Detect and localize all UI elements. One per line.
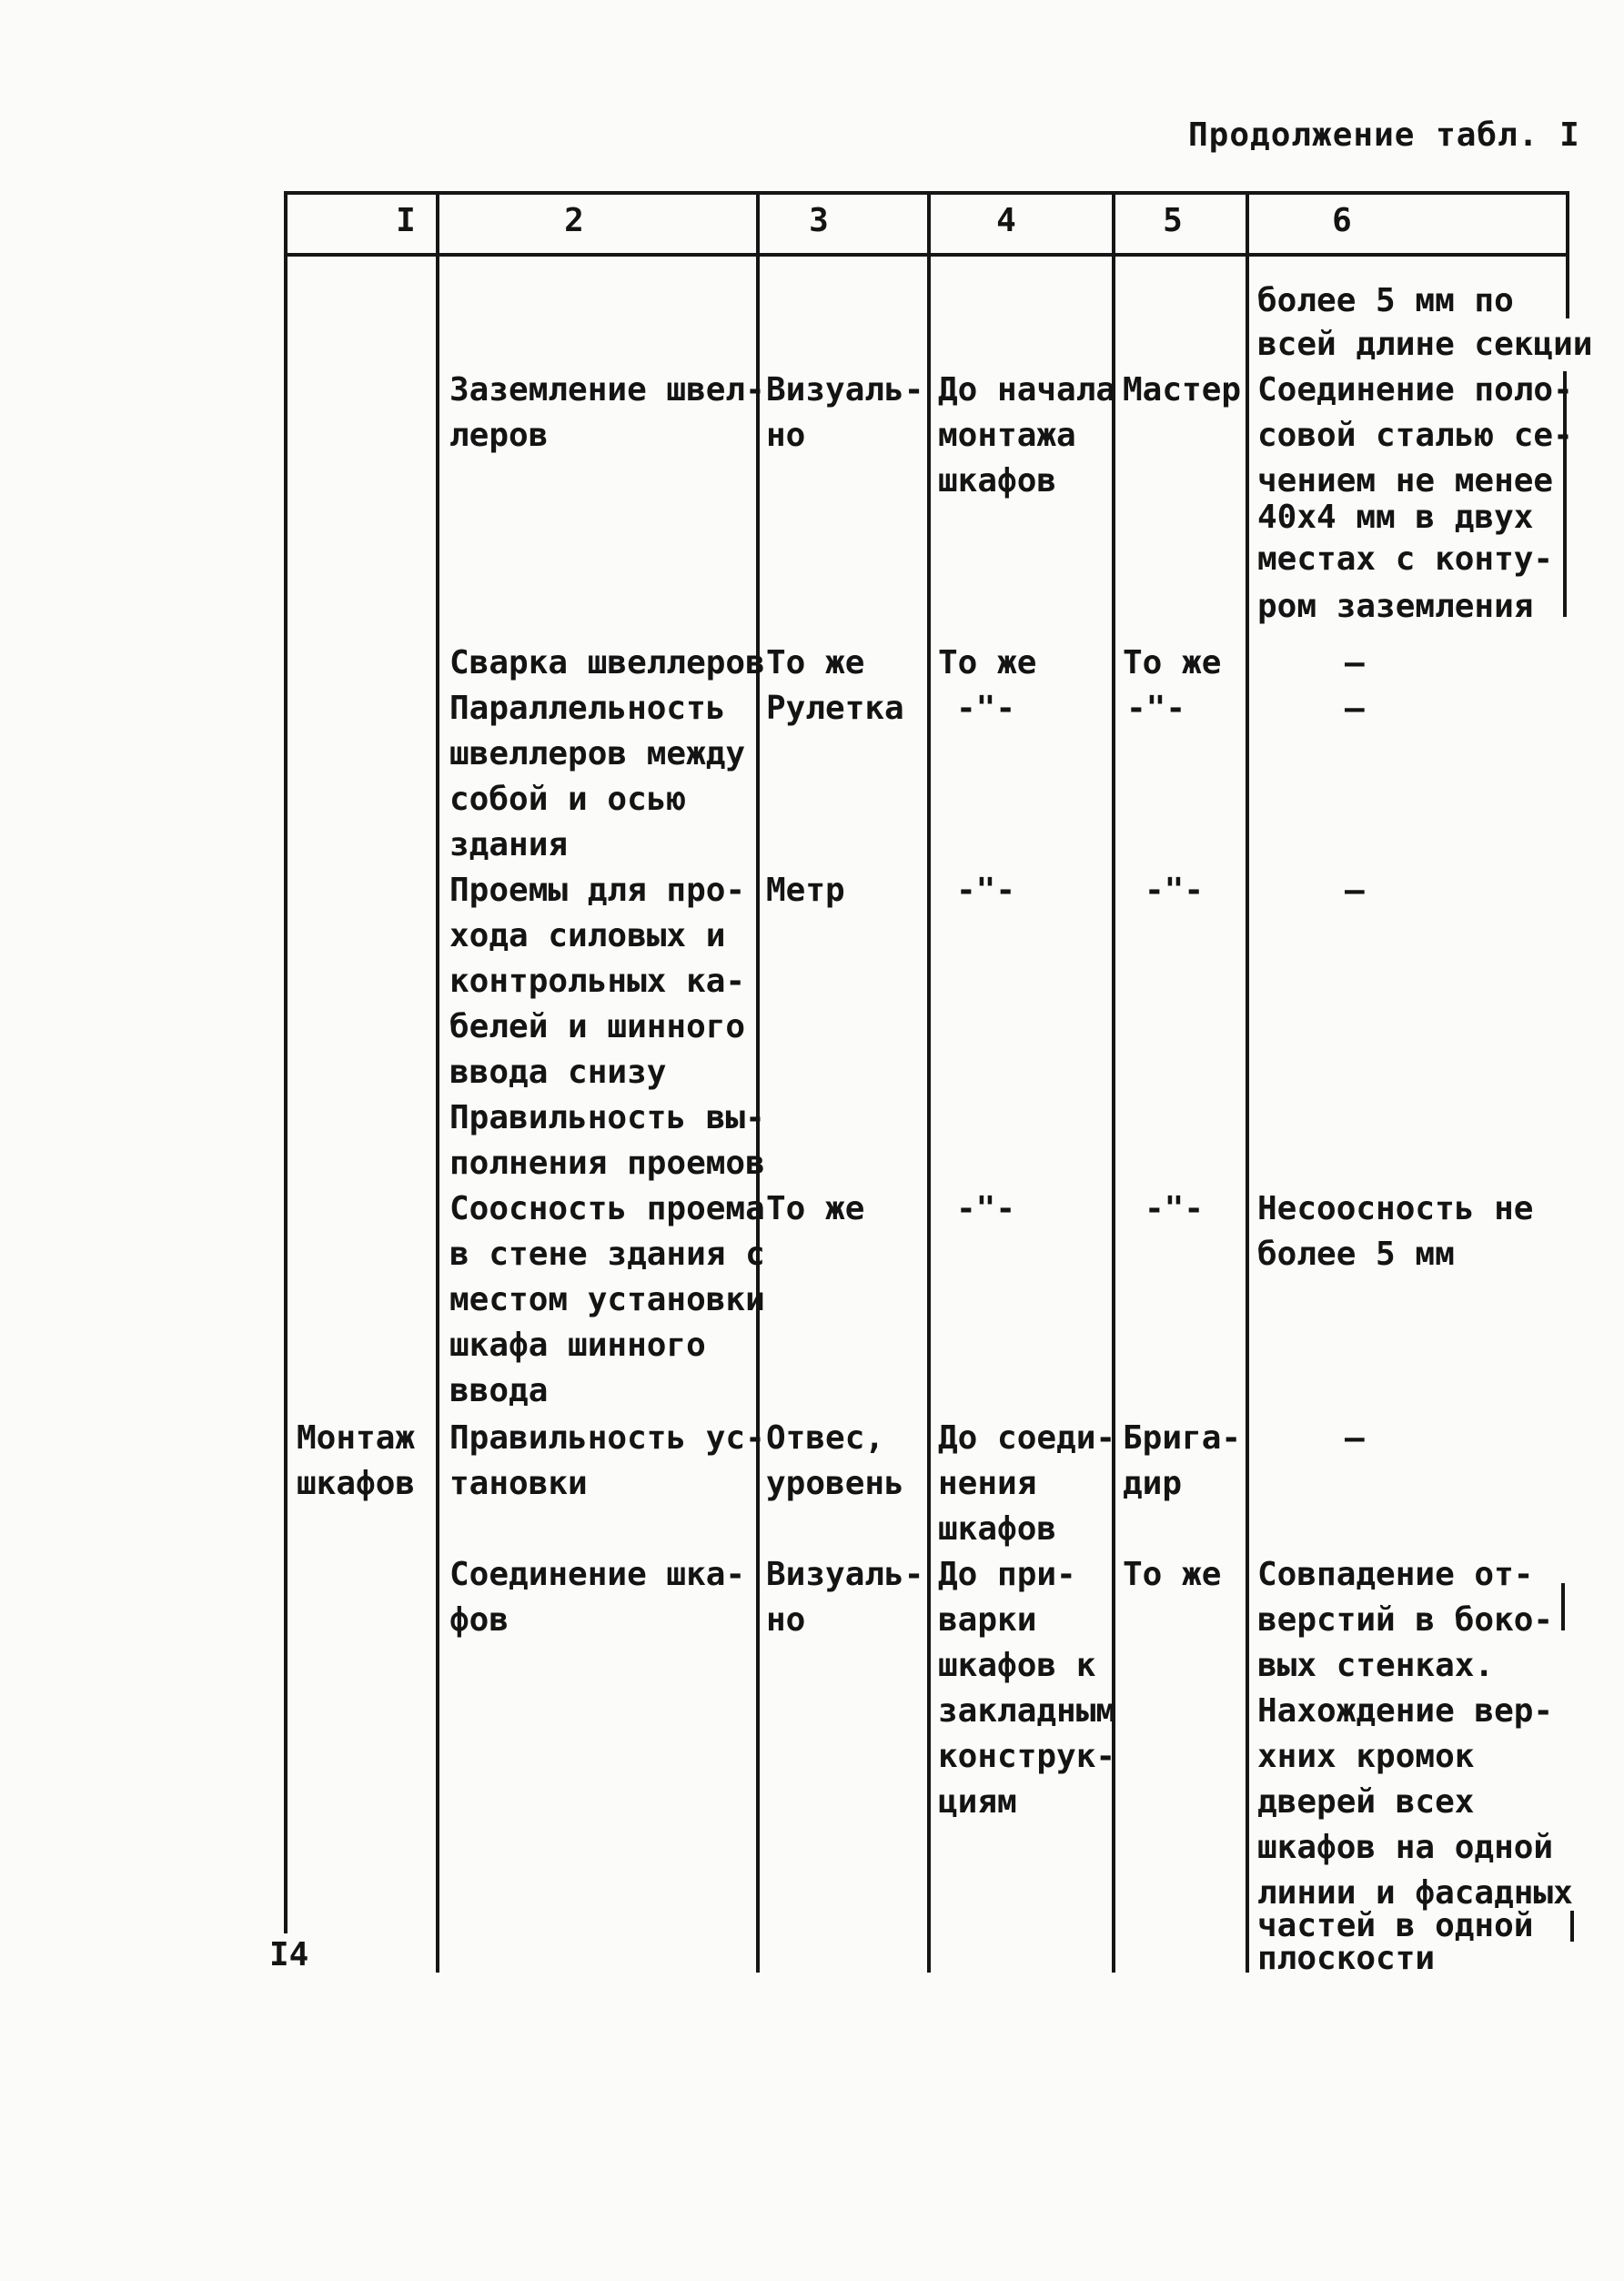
column-border-left — [284, 191, 287, 1933]
stage-label: шкафов — [297, 1465, 416, 1502]
responsible-text: -"- — [1145, 872, 1205, 909]
requirement-text: чением не менее — [1257, 462, 1554, 500]
requirement-text: Соединение поло- — [1257, 371, 1573, 409]
requirement-text: линии и фасадных — [1257, 1874, 1573, 1912]
parameter-text: тановки — [449, 1465, 588, 1502]
parameter-text: Правильность вы- — [449, 1099, 765, 1136]
method-text: но — [766, 417, 806, 454]
header-col-4: 4 — [996, 202, 1016, 239]
requirement-text: совой сталью се- — [1257, 417, 1573, 454]
method-text: Рулетка — [766, 690, 904, 727]
responsible-text: -"- — [1126, 690, 1186, 727]
parameter-text: ввода снизу — [449, 1054, 667, 1091]
parameter-text: Соединение шка- — [449, 1556, 746, 1593]
column-border-right-c — [1561, 1583, 1565, 1630]
timing-text: шкафов к — [938, 1647, 1096, 1684]
requirement-text: частей в одной — [1257, 1907, 1534, 1944]
timing-text: конструк- — [938, 1738, 1116, 1775]
timing-text: До при- — [938, 1556, 1076, 1593]
parameter-text: Заземление швел- — [449, 371, 765, 409]
column-border-1 — [436, 191, 439, 1973]
column-border-right-a — [1566, 191, 1569, 318]
parameter-text: фов — [449, 1601, 509, 1639]
timing-text: нения — [938, 1465, 1037, 1502]
method-text: Отвес, — [766, 1419, 885, 1457]
requirement-text: более 5 мм — [1257, 1236, 1455, 1273]
requirement-text: местах с конту- — [1257, 540, 1554, 578]
requirement-dash: — — [1345, 690, 1365, 727]
requirement-text: Совпадение от- — [1257, 1556, 1534, 1593]
parameter-text: Соосность проема — [449, 1190, 765, 1227]
requirement-dash: — — [1345, 1419, 1365, 1457]
method-text: уровень — [766, 1465, 904, 1502]
method-text: То же — [766, 1190, 865, 1227]
timing-text: -"- — [956, 1190, 1016, 1227]
requirement-text: ром заземления — [1257, 588, 1534, 625]
header-col-2: 2 — [564, 202, 584, 239]
timing-text: варки — [938, 1601, 1037, 1639]
parameter-text: местом установки — [449, 1281, 765, 1318]
timing-text: До начала — [938, 371, 1116, 409]
column-border-2 — [756, 191, 760, 1973]
requirement-text: Несоосность не — [1257, 1190, 1534, 1227]
table-continuation-caption: Продолжение табл. I — [1188, 116, 1580, 154]
header-col-3: 3 — [809, 202, 829, 239]
responsible-text: дир — [1123, 1465, 1183, 1502]
method-text: То же — [766, 644, 865, 681]
timing-text: -"- — [956, 690, 1016, 727]
responsible-text: Брига- — [1123, 1419, 1242, 1457]
timing-text: монтажа — [938, 417, 1076, 454]
parameter-text: Параллельность — [449, 690, 726, 727]
timing-text: шкафов — [938, 462, 1057, 500]
requirement-dash: — — [1345, 872, 1365, 909]
page-number: I4 — [269, 1936, 309, 1973]
requirement-text: 40х4 мм в двух — [1257, 499, 1534, 536]
requirement-text: дверей всех — [1257, 1783, 1475, 1821]
parameter-text: шкафа шинного — [449, 1327, 706, 1364]
timing-text: шкафов — [938, 1510, 1057, 1548]
method-text: Метр — [766, 872, 845, 909]
timing-text: То же — [938, 644, 1037, 681]
responsible-text: -"- — [1145, 1190, 1205, 1227]
parameter-text: собой и осью — [449, 781, 687, 818]
method-text: но — [766, 1601, 806, 1639]
responsible-text: То же — [1123, 1556, 1222, 1593]
parameter-text: в стене здания с — [449, 1236, 765, 1273]
header-col-5: 5 — [1163, 202, 1183, 239]
requirement-text: всей длине секции — [1257, 326, 1593, 363]
parameter-text: полнения проемов — [449, 1145, 765, 1182]
requirement-text: более 5 мм по — [1257, 282, 1514, 319]
requirement-text: Нахождение вер- — [1257, 1692, 1554, 1730]
parameter-text: белей и шинного — [449, 1008, 746, 1045]
header-col-1: I — [396, 202, 416, 239]
parameter-text: здания — [449, 826, 569, 863]
responsible-text: Мастер — [1123, 371, 1242, 409]
requirement-text: хних кромок — [1257, 1738, 1475, 1775]
timing-text: До соеди- — [938, 1419, 1116, 1457]
requirement-text: плоскости — [1257, 1940, 1436, 1977]
requirement-text: шкафов на одной — [1257, 1829, 1554, 1866]
header-col-6: 6 — [1332, 202, 1352, 239]
responsible-text: То же — [1123, 644, 1222, 681]
column-border-3 — [927, 191, 931, 1973]
stage-label: Монтаж — [297, 1419, 416, 1457]
timing-text: -"- — [956, 872, 1016, 909]
parameter-text: ввода — [449, 1372, 549, 1409]
column-border-5 — [1246, 191, 1249, 1973]
timing-text: циям — [938, 1783, 1017, 1821]
parameter-text: леров — [449, 417, 549, 454]
parameter-text: хода силовых и — [449, 917, 726, 954]
requirement-text: вых стенках. — [1257, 1647, 1495, 1684]
timing-text: закладным — [938, 1692, 1116, 1730]
parameter-text: Правильность ус- — [449, 1419, 765, 1457]
requirement-dash: — — [1345, 644, 1365, 681]
parameter-text: Проемы для про- — [449, 872, 746, 909]
parameter-text: швеллеров между — [449, 735, 746, 772]
requirement-text: верстий в боко- — [1257, 1601, 1554, 1639]
method-text: Визуаль- — [766, 1556, 924, 1593]
method-text: Визуаль- — [766, 371, 924, 409]
parameter-text: Сварка швеллеров — [449, 644, 765, 681]
parameter-text: контрольных ка- — [449, 963, 746, 1000]
